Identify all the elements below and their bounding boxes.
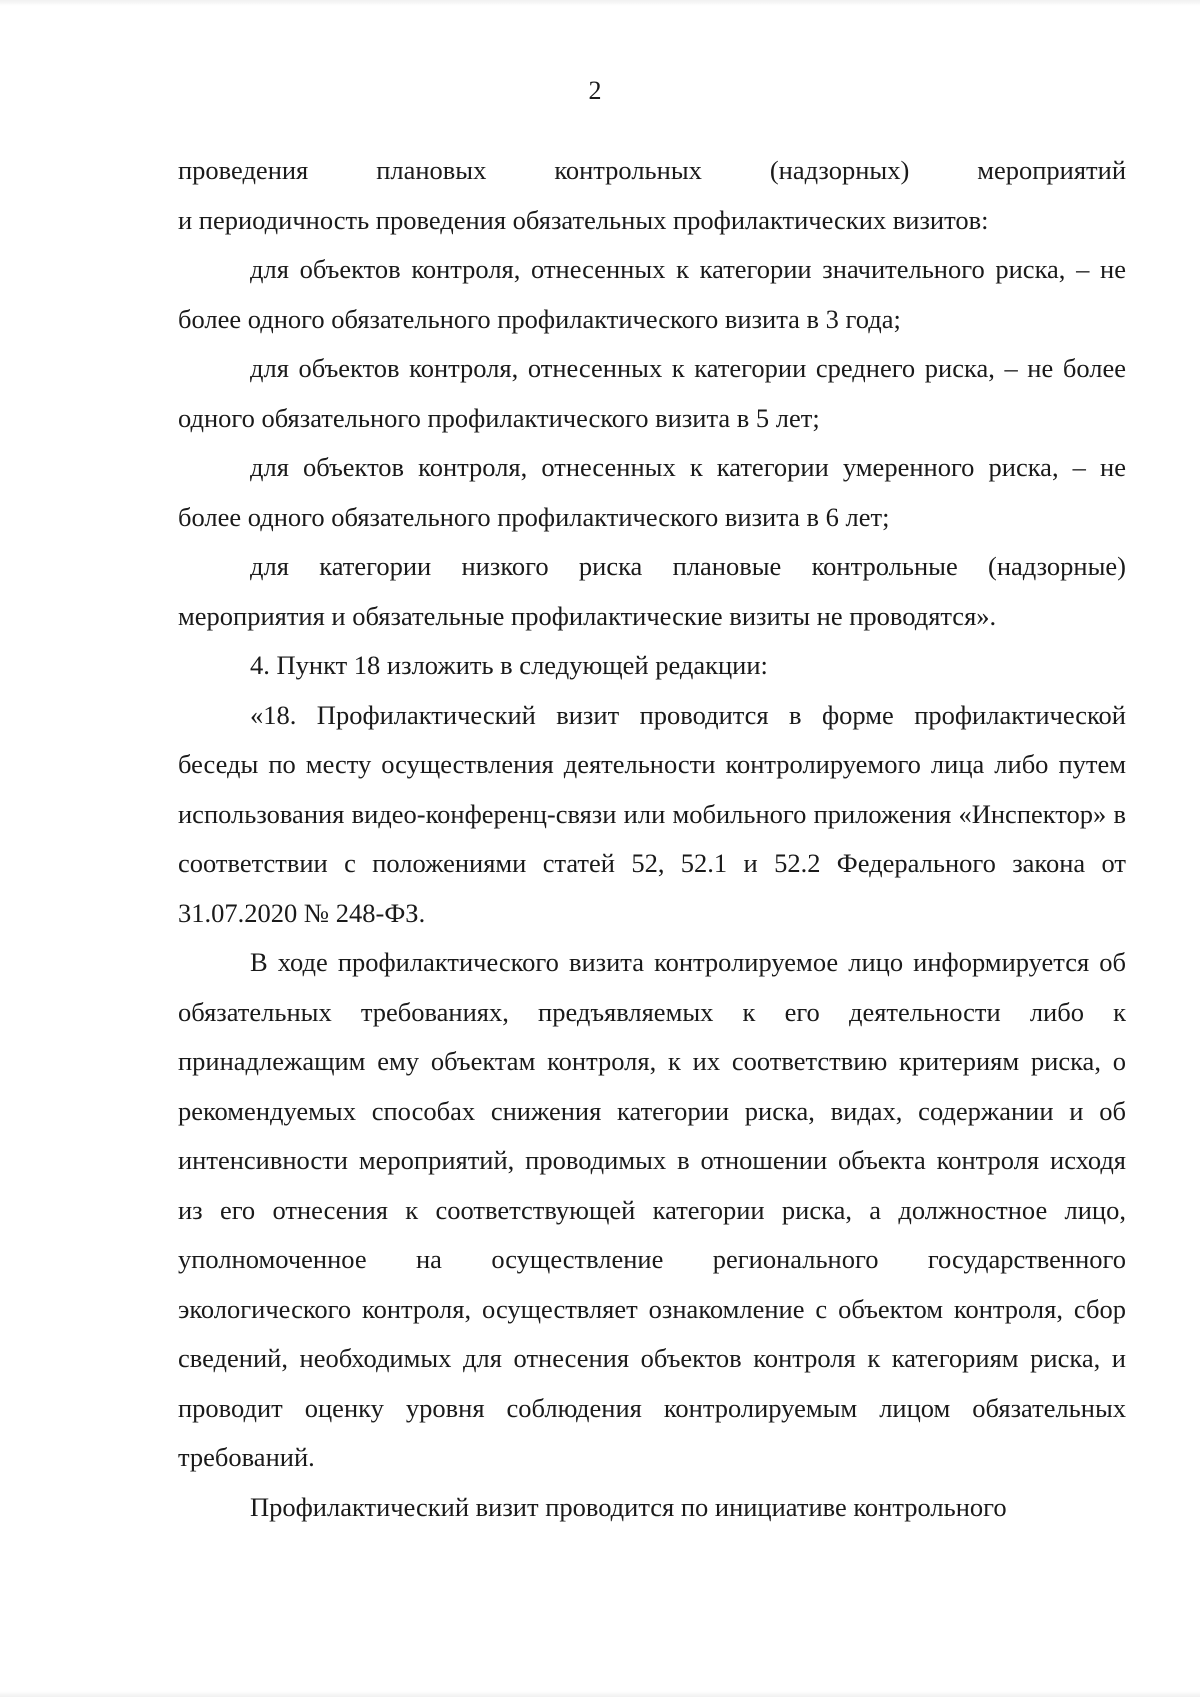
paragraph-medium-risk: для объектов контроля, отнесенных к категории среднего риска, – не более одного обязательного профилактического визита в 5 лет;	[178, 353, 1126, 433]
document-body	[178, 146, 1126, 1532]
paragraph-significant-risk: для объектов контроля, отнесенных к категории значительного риска, – не более одного обязательного профилактического визита в 3 года;	[178, 254, 1126, 334]
paragraph-low-risk: для категории низкого риска плановые контрольные (надзорные) мероприятия и обязательные профилактические визиты не проводятся».	[178, 551, 1126, 631]
page-number: 2	[588, 76, 602, 105]
paragraph-continuation-rest: и периодичность проведения обязательных профилактических визитов:	[178, 204, 989, 235]
scan-edge-top	[0, 0, 1200, 6]
paragraph-item-18: «18. Профилактический визит проводится в форме профилактической беседы по месту осуществления деятельности контролируемого лица либо путем использования видео-конференц-связи или мобильного приложения «Инспектор» в соответствии с положениями статей 52, 52.1 и 52.2 Федерального закона от 31.07.2020 № 248-ФЗ.	[178, 699, 1126, 928]
paragraph-continuation	[178, 146, 1126, 245]
scan-edge-bottom	[0, 1691, 1200, 1697]
paragraph-item-4: 4. Пункт 18 изложить в следующей редакции:	[250, 650, 768, 680]
paragraph-continuation-first-line: проведения плановых контрольных (надзорных) мероприятий	[178, 155, 1126, 185]
paragraph-visit-initiative: Профилактический визит проводится по инициативе контрольного	[250, 1491, 1007, 1522]
paragraph-visit-course: В ходе профилактического визита контролируемое лицо информируется об обязательных требованиях, предъявляемых к его деятельности либо к принадлежащим ему объектам контроля, к их соответствию критериям риска, о рекомендуемых способах снижения категории риска, видах, содержании и об интенсивности мероприятий, проводимых в отношении объекта контроля исходя из его отнесения к соответствующей категории риска, а должностное лицо, уполномоченное на осуществление регионального государственного экологического контроля, осуществляет ознакомление с объектом контроля, сбор сведений, необходимых для отнесения объектов контроля к категориям риска, и проводит оценку уровня соблюдения контролируемым лицом обязательных требований.	[178, 947, 1126, 1472]
paragraph-moderate-risk: для объектов контроля, отнесенных к категории умеренного риска, – не более одного обязательного профилактического визита в 6 лет;	[178, 452, 1126, 532]
